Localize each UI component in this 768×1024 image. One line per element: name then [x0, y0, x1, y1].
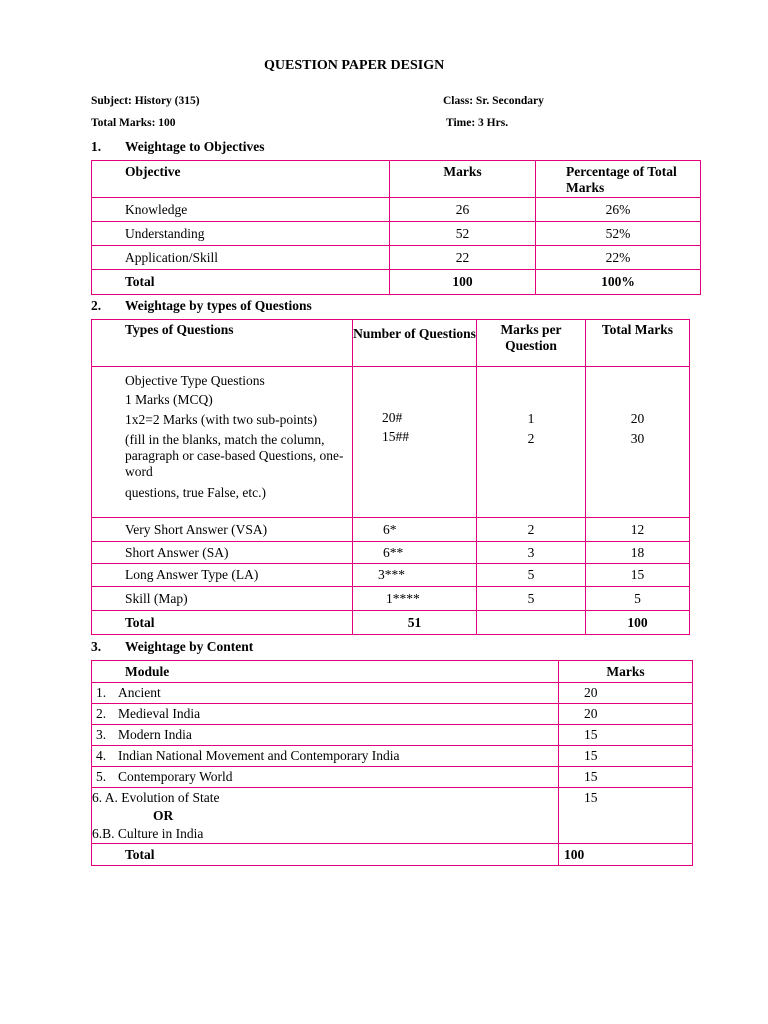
- table-row: [92, 788, 693, 844]
- section3-number: 3.: [91, 639, 102, 654]
- table-row: [92, 564, 690, 587]
- col-header: Number of Questions: [353, 320, 477, 367]
- module-cell: [92, 746, 559, 767]
- marks-cell: 52: [390, 222, 536, 246]
- table-row: [92, 725, 693, 746]
- module-option-b: 6.B. Culture in India: [92, 826, 204, 841]
- total-number: 51: [353, 611, 477, 635]
- total-row: [92, 844, 693, 866]
- number-cell: 6**: [353, 542, 477, 564]
- table-row: [92, 246, 701, 270]
- percent-cell: 22%: [536, 246, 701, 270]
- type-cell: Short Answer (SA): [92, 542, 353, 564]
- table-header-row: [92, 661, 693, 683]
- module-number: 2.: [96, 706, 107, 721]
- marks-value: 1: [527, 411, 535, 426]
- module-name: Medieval India: [118, 706, 201, 721]
- marks-cell: 20: [559, 683, 693, 704]
- marks-cell: 5: [477, 564, 586, 587]
- col-header: Total Marks: [586, 320, 690, 367]
- table-header-row: [92, 161, 701, 198]
- page-title: QUESTION PAPER DESIGN: [264, 58, 445, 73]
- percent-cell: 52%: [536, 222, 701, 246]
- table-header-row: [92, 320, 690, 367]
- module-name: Indian National Movement and Contemporary India: [118, 748, 400, 763]
- type-cell: Very Short Answer (VSA): [92, 518, 353, 542]
- table-row: [92, 746, 693, 767]
- marks-cell: 5: [477, 587, 586, 611]
- objectives-table: [91, 160, 701, 295]
- col-header: Percentage of Total Marks: [536, 161, 701, 198]
- total-label: Total: [92, 611, 353, 635]
- table-row: [92, 587, 690, 611]
- or-label: OR: [153, 808, 174, 823]
- section3-heading: Weightage by Content: [125, 639, 254, 654]
- type-cell: Skill (Map): [92, 587, 353, 611]
- type-cell: Long Answer Type (LA): [92, 564, 353, 587]
- total-cell: 18: [586, 542, 690, 564]
- col-header: Marks per Question: [477, 320, 586, 367]
- module-number: 4.: [96, 748, 107, 763]
- col-header: Types of Questions: [92, 320, 353, 367]
- number-value: 20#: [382, 410, 403, 425]
- table-row: [92, 198, 701, 222]
- total-percent: 100%: [536, 270, 701, 295]
- module-cell: [92, 683, 559, 704]
- total-row: [92, 270, 701, 295]
- module-number: 1.: [96, 685, 107, 700]
- objective-type-row: [92, 367, 690, 518]
- total-marks-label: Total Marks: 100: [91, 117, 176, 129]
- total-marks-per: [477, 611, 586, 635]
- total-cell: 15: [586, 564, 690, 587]
- objective-cell: Knowledge: [92, 198, 390, 222]
- col-header: Marks: [390, 161, 536, 198]
- marks-per-cell: [477, 367, 586, 518]
- number-cell: 3***: [353, 564, 477, 587]
- total-label: Total: [92, 844, 559, 866]
- table-row: [92, 542, 690, 564]
- total-marks: 100: [559, 844, 693, 866]
- col-header: Marks: [559, 661, 693, 683]
- objective-line: Objective Type Questions: [125, 373, 265, 388]
- module-cell: [92, 725, 559, 746]
- module-option-a: 6. A. Evolution of State: [92, 790, 220, 805]
- module-cell: [92, 767, 559, 788]
- marks-cell: 15: [559, 746, 693, 767]
- table-row: [92, 704, 693, 725]
- col-header: Module: [92, 661, 559, 683]
- total-cell: 12: [586, 518, 690, 542]
- marks-cell: 20: [559, 704, 693, 725]
- table-row: [92, 683, 693, 704]
- module-cell: [92, 788, 559, 844]
- table-row: [92, 767, 693, 788]
- total-cell: 5: [586, 587, 690, 611]
- subject-label: Subject: History (315): [91, 95, 200, 107]
- number-cell: [353, 367, 477, 518]
- table-row: [92, 518, 690, 542]
- total-value: 30: [630, 431, 645, 446]
- total-row: [92, 611, 690, 635]
- module-number: 5.: [96, 769, 107, 784]
- section1-heading: Weightage to Objectives: [125, 139, 265, 154]
- marks-cell: 22: [390, 246, 536, 270]
- marks-cell: 2: [477, 518, 586, 542]
- content-table: [91, 660, 693, 866]
- module-name: Contemporary World: [118, 769, 233, 784]
- module-cell: [92, 704, 559, 725]
- marks-value: 2: [527, 431, 535, 446]
- total-marks-cell: [586, 367, 690, 518]
- question-types-table: [91, 319, 690, 635]
- objective-line: 1 Marks (MCQ): [125, 392, 213, 407]
- objective-line: 1x2=2 Marks (with two sub-points): [125, 412, 318, 427]
- time-label: Time: 3 Hrs.: [446, 117, 509, 129]
- number-cell: 6*: [353, 518, 477, 542]
- objective-type-cell: [92, 367, 353, 518]
- section1-number: 1.: [91, 139, 102, 154]
- marks-cell: 15: [559, 788, 693, 844]
- total-marks: 100: [586, 611, 690, 635]
- total-value: 20: [630, 411, 645, 426]
- objective-line: (fill in the blanks, match the column, paragraph or case-based Questions, one-word: [125, 432, 344, 479]
- section2-heading: Weightage by types of Questions: [125, 298, 312, 313]
- marks-cell: 3: [477, 542, 586, 564]
- objective-line: questions, true False, etc.): [125, 485, 266, 500]
- total-marks: 100: [390, 270, 536, 295]
- marks-cell: 15: [559, 767, 693, 788]
- class-label: Class: Sr. Secondary: [443, 95, 544, 107]
- percent-cell: 26%: [536, 198, 701, 222]
- marks-cell: 26: [390, 198, 536, 222]
- module-number: 3.: [96, 727, 107, 742]
- col-header: Objective: [92, 161, 390, 198]
- marks-cell: 15: [559, 725, 693, 746]
- objective-cell: Understanding: [92, 222, 390, 246]
- objective-cell: Application/Skill: [92, 246, 390, 270]
- number-cell: 1****: [353, 587, 477, 611]
- number-value: 15##: [382, 429, 409, 444]
- total-label: Total: [92, 270, 390, 295]
- table-row: [92, 222, 701, 246]
- module-name: Modern India: [118, 727, 192, 742]
- module-name: Ancient: [118, 685, 161, 700]
- section2-number: 2.: [91, 298, 102, 313]
